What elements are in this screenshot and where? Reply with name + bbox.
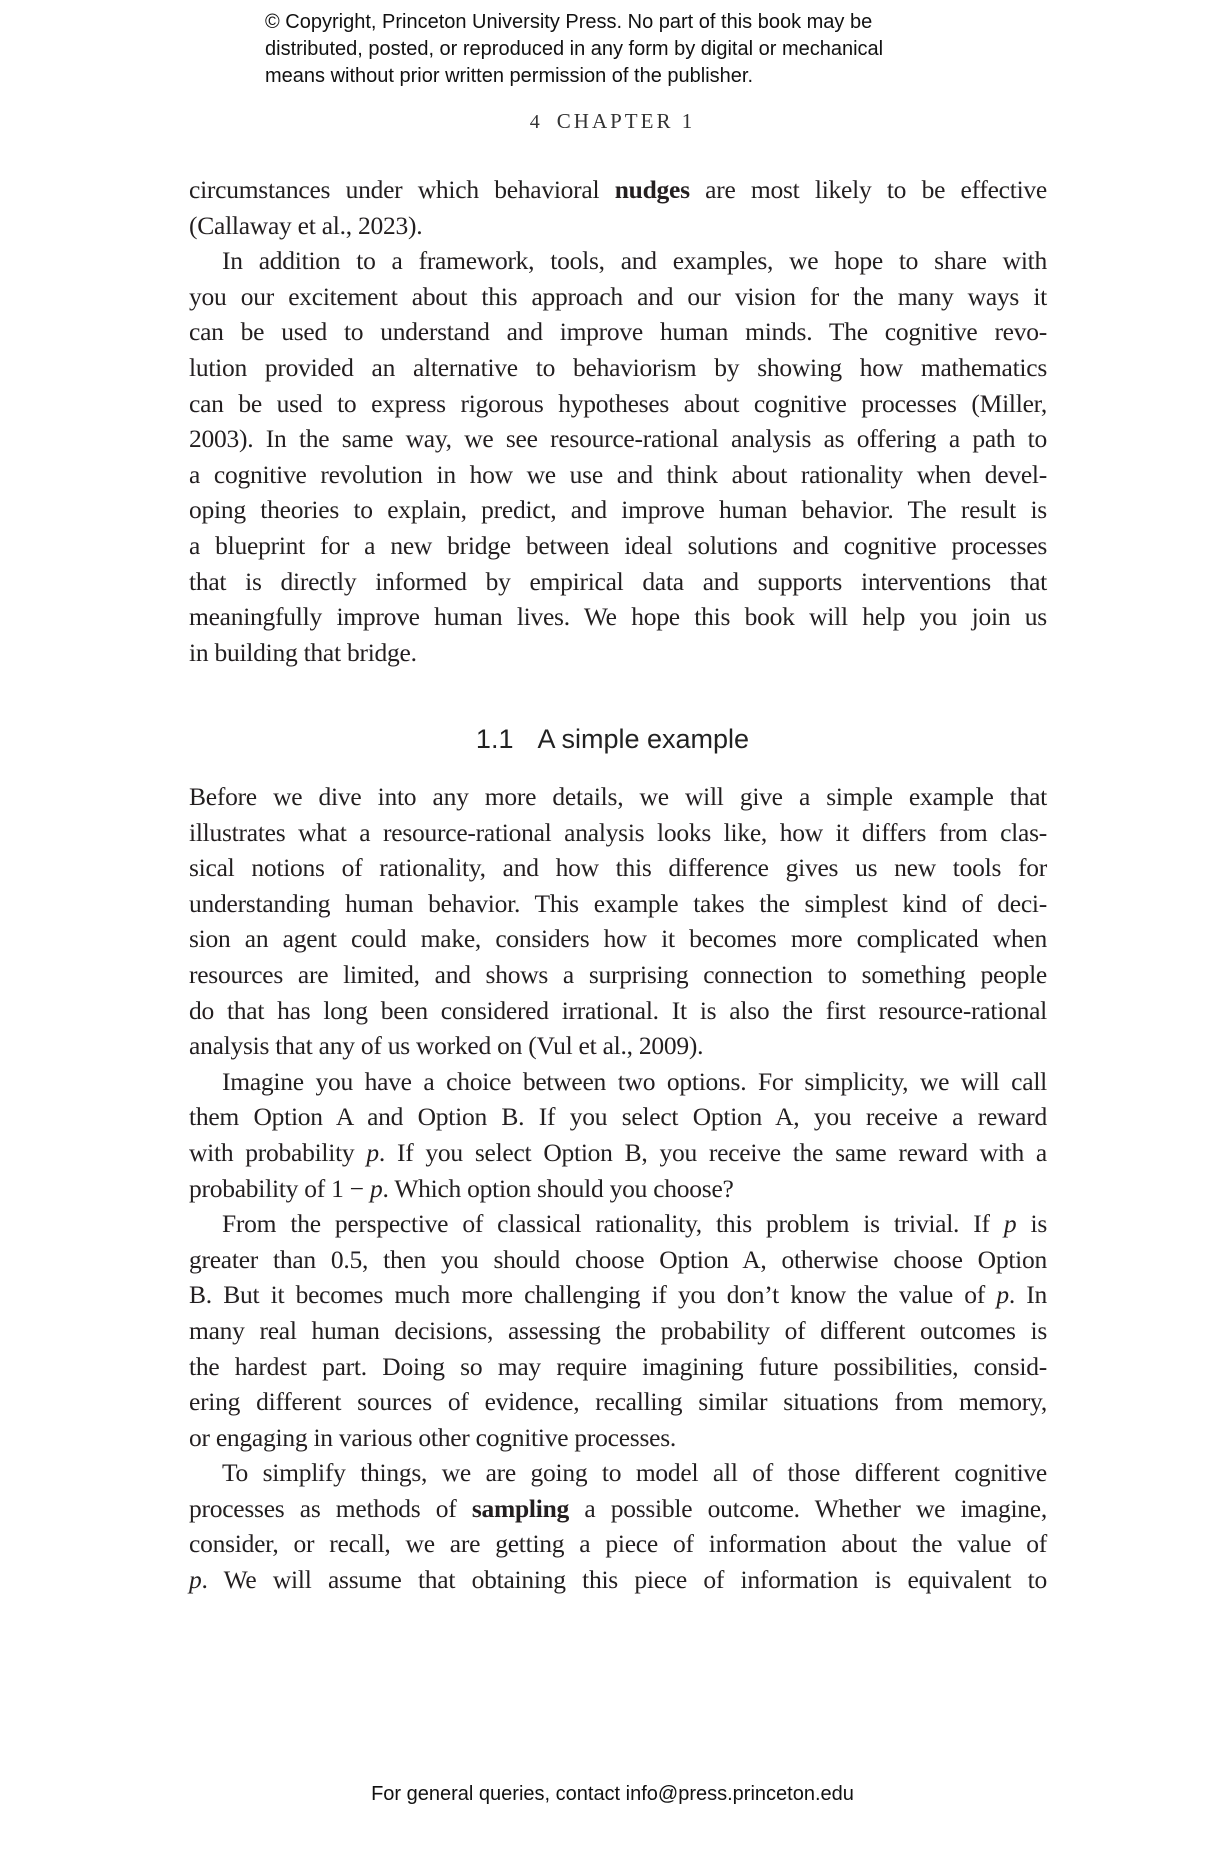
text-run: oping theories to explain, predict, and improve human behavior. The result is <box>189 495 1047 525</box>
text-run: analysis that any of us worked on (Vul et al., 2009). <box>189 1031 704 1061</box>
paragraph <box>189 172 1047 243</box>
paragraph <box>189 1455 1047 1597</box>
text-run: ering different sources of evidence, recalling similar situations from memory, <box>189 1387 1047 1417</box>
paragraph <box>189 243 1047 670</box>
text-line <box>189 815 1047 851</box>
text-line <box>189 1526 1047 1562</box>
text-run: understanding human behavior. This example takes the simplest kind of deci- <box>189 888 1047 918</box>
text-line <box>189 921 1047 957</box>
text-run: probability of 1 − <box>189 1173 371 1203</box>
text-line <box>189 1242 1047 1278</box>
text-line <box>189 243 1047 279</box>
math-variable: p <box>370 1173 383 1203</box>
text-run: many real human decisions, assessing the probability of different outcomes is <box>189 1315 1047 1345</box>
bold-term: sampling <box>471 1493 570 1523</box>
text-run: . Which option should you choose? <box>382 1173 734 1203</box>
text-run: a possible outcome. Whether we imagine, <box>569 1493 1047 1523</box>
text-line <box>189 635 1047 671</box>
text-run: meaningfully improve human lives. We hope this book will help you join us <box>189 602 1047 632</box>
section-heading <box>0 724 1225 755</box>
text-run: a blueprint for a new bridge between ideal solutions and cognitive processes <box>189 530 1047 560</box>
text-line <box>189 1206 1047 1242</box>
text-run: consider, or recall, we are getting a piece of information about the value of <box>189 1529 1047 1559</box>
text-line <box>189 886 1047 922</box>
math-variable: p <box>366 1137 379 1167</box>
text-run: To simplify things, we are going to model all of those different cognitive <box>222 1458 1047 1488</box>
text-run: . If you select Option B, you receive the same reward with a <box>378 1137 1047 1167</box>
text-run: circumstances under which behavioral <box>189 175 615 204</box>
text-line <box>189 350 1047 386</box>
text-line <box>189 457 1047 493</box>
text-run: B. But it becomes much more challenging if you don’t know the value of <box>189 1280 997 1310</box>
text-run: (Callaway et al., 2023). <box>189 210 423 240</box>
section-number: 1.1 <box>475 724 514 754</box>
copyright-line: © Copyright, Princeton University Press. No part of this book may be <box>265 11 873 33</box>
text-line <box>189 1562 1047 1598</box>
math-variable: p <box>1003 1209 1017 1239</box>
text-run: . In <box>1008 1280 1047 1310</box>
text-line <box>189 386 1047 422</box>
math-variable: p <box>189 1565 202 1595</box>
chapter-label: CHAPTER 1 <box>556 109 696 133</box>
text-line <box>189 564 1047 600</box>
text-run: illustrates what a resource-rational analysis looks like, how it differs from clas- <box>189 817 1047 847</box>
text-line <box>189 1099 1047 1135</box>
text-run: or engaging in various other cognitive processes. <box>189 1422 676 1452</box>
text-run: . We will assume that obtaining this piece of information is equivalent to <box>201 1565 1047 1595</box>
text-line <box>189 314 1047 350</box>
text-run: From the perspective of classical rationality, this problem is trivial. If <box>222 1209 1004 1239</box>
text-run: with probability <box>189 1137 367 1167</box>
copyright-line: distributed, posted, or reproduced in any form by digital or mechanical <box>265 38 884 60</box>
text-line <box>189 1349 1047 1385</box>
text-run: resources are limited, and shows a surprising connection to something people <box>189 959 1047 989</box>
paragraph <box>189 1206 1047 1455</box>
text-run: in building that bridge. <box>189 637 417 667</box>
text-run: is <box>1016 1209 1047 1239</box>
text-line <box>189 208 1047 244</box>
text-line <box>189 1455 1047 1491</box>
copyright-line: means without prior written permission of the publisher. <box>265 65 754 87</box>
text-line <box>189 850 1047 886</box>
text-line <box>189 279 1047 315</box>
text-run: can be used to understand and improve human minds. The cognitive revo- <box>189 317 1047 347</box>
text-line <box>189 1135 1047 1171</box>
body-text-upper <box>189 172 1047 670</box>
text-line <box>189 993 1047 1029</box>
text-run: the hardest part. Doing so may require imagining future possibilities, consid- <box>189 1351 1047 1381</box>
text-line <box>189 1491 1047 1527</box>
text-line <box>189 172 1047 208</box>
text-run: processes as methods of <box>189 1493 472 1523</box>
text-line <box>189 779 1047 815</box>
paragraph <box>189 1064 1047 1206</box>
footer-contact: For general queries, contact info@press.princeton.edu <box>371 1783 854 1805</box>
bold-term: nudges <box>614 175 690 204</box>
text-run: Before we dive into any more details, we will give a simple example that <box>189 782 1047 811</box>
text-line <box>189 957 1047 993</box>
text-run: do that has long been considered irrational. It is also the first resource-rational <box>189 995 1047 1025</box>
text-line <box>189 1064 1047 1100</box>
page-number: 4 <box>529 111 543 133</box>
text-line <box>189 1277 1047 1313</box>
text-run: Imagine you have a choice between two options. For simplicity, we will call <box>222 1066 1047 1096</box>
paragraph <box>189 779 1047 1064</box>
text-run: them Option A and Option B. If you select Option A, you receive a reward <box>189 1102 1047 1132</box>
text-line <box>189 1313 1047 1349</box>
text-line <box>189 1171 1047 1207</box>
text-line <box>189 1420 1047 1456</box>
text-run: are most likely to be effective <box>689 175 1047 204</box>
text-run: can be used to express rigorous hypotheses about cognitive processes (Miller, <box>189 388 1047 418</box>
text-run: In addition to a framework, tools, and examples, we hope to share with <box>222 246 1047 276</box>
text-line <box>189 492 1047 528</box>
text-line <box>189 1028 1047 1064</box>
text-run: you our excitement about this approach and our vision for the many ways it <box>189 281 1047 311</box>
text-line <box>189 528 1047 564</box>
copyright-notice <box>265 9 883 90</box>
section-title: A simple example <box>537 724 750 754</box>
math-variable: p <box>996 1280 1009 1310</box>
text-run: that is directly informed by empirical data and supports interventions that <box>189 566 1047 596</box>
text-line <box>189 421 1047 457</box>
text-line <box>189 599 1047 635</box>
text-run: greater than 0.5, then you should choose Option A, otherwise choose Option <box>189 1244 1047 1274</box>
body-text-lower <box>189 779 1047 1598</box>
text-run: a cognitive revolution in how we use and think about rationality when devel- <box>189 459 1047 489</box>
running-head <box>0 109 1225 134</box>
text-line <box>189 1384 1047 1420</box>
text-run: sion an agent could make, considers how it becomes more complicated when <box>189 924 1047 954</box>
text-run: 2003). In the same way, we see resource-rational analysis as offering a path to <box>189 424 1047 454</box>
text-run: lution provided an alternative to behaviorism by showing how mathematics <box>189 352 1047 382</box>
text-run: sical notions of rationality, and how this difference gives us new tools for <box>189 853 1047 883</box>
